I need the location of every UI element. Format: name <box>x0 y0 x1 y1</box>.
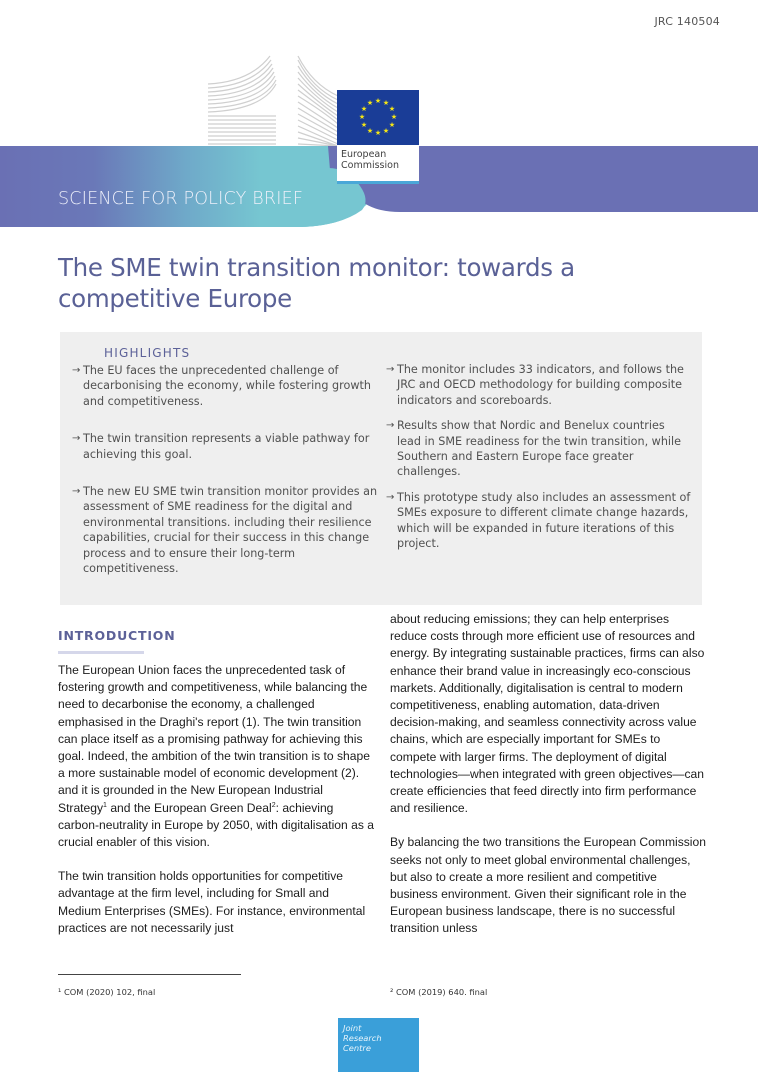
highlight-item <box>72 484 382 576</box>
paragraph: about reducing emissions; they can help enterprises reduce costs through more efficient use of resources and energy. By integrating sustainable practices, firms can also enhance their brand value in increasingly eco-conscious markets. Additionally, digitalisation is central to modern competitiveness, enabling automation, data-driven decision-making, and seamless connectivity across value chains, which are especially important for SMEs to compete with larger firms. The deployment of digital technologies—when integrated with green objectives—can create efficiencies that feed directly into firm performance and resilience. <box>390 612 705 816</box>
highlight-text: The twin transition represents a viable pathway for achieving this goal. <box>83 432 370 461</box>
paragraph: The twin transition holds opportunities for competitive advantage at the firm level, including for Small and Medium Enterprises (SMEs). For instance, environmental practices are not necessarily just <box>58 869 366 935</box>
logo-wordmark <box>337 145 419 184</box>
highlight-item <box>386 418 692 480</box>
svg-text:★: ★ <box>366 100 374 107</box>
svg-text:★: ★ <box>388 106 396 113</box>
document-reference: JRC 140504 <box>654 15 720 28</box>
footnote-1: ¹ COM (2020) 102, final <box>58 987 156 997</box>
jrc-logo <box>338 1018 419 1072</box>
highlight-item <box>386 362 692 408</box>
highlights-box <box>60 332 702 605</box>
svg-text:★: ★ <box>390 114 398 121</box>
highlight-item <box>386 490 692 552</box>
paragraph: By balancing the two transitions the European Commission seeks not only to meet global environmental challenges, but also to create a more resilient and competitive business environment. Given their significant role in the European business landscape, there is no successful transition unless <box>390 835 706 936</box>
jrc-logo-line-3: Centre <box>343 1043 371 1054</box>
footnote-divider <box>58 974 241 975</box>
logo-line-2: Commission <box>341 160 399 171</box>
svg-text:★: ★ <box>366 128 374 135</box>
highlight-text: The new EU SME twin transition monitor provides an assessment of SME readiness for the digital and environmental transitions. including their resilience capabilities, crucial for their success in this change process and to ensure their long-term competitiveness. <box>83 485 378 576</box>
highlight-text: The monitor includes 33 indicators, and follows the JRC and OECD methodology for building composite indicators and scoreboards. <box>397 363 684 407</box>
paragraph: The European Union faces the unprecedented task of fostering growth and competitiveness, while balancing the need to decarbonise the economy, a challenged emphasised in the Draghi's report (1). The twin transition can place itself as a promising pathway for achieving this goal. Indeed, the ambition of the twin transition is to shape a more sustainable model of economic development (2). and it is grounded in the New European Industrial Strategy$^1$ and the European Green Deal$^2$: achieving carbon-neutrality in Europe by 2050, with digitalisation as a crucial enabler of this vision. <box>58 663 374 850</box>
highlight-item <box>72 363 382 409</box>
svg-text:★: ★ <box>388 122 396 129</box>
highlights-left-column <box>72 363 382 576</box>
eu-flag-icon <box>337 90 419 145</box>
arrow-right-icon: → <box>72 433 81 445</box>
arrow-right-icon: → <box>72 486 81 498</box>
highlight-text: This prototype study also includes an assessment of SMEs exposure to different climate change hazards, which will be expanded in future iterations of this project. <box>397 490 691 551</box>
footnote-2: ² COM (2019) 640. final <box>390 987 488 997</box>
arrow-right-icon: → <box>386 364 395 375</box>
header-banner <box>0 0 758 240</box>
page-title: The SME twin transition monitor: towards a competitive Europe <box>58 253 575 313</box>
jrc-logo-line-2: Research <box>343 1033 382 1044</box>
body-column-right <box>390 611 706 955</box>
logo-accent-bar <box>337 180 419 184</box>
european-commission-logo <box>337 90 419 184</box>
berlaymont-building-icon <box>208 56 338 146</box>
arrow-right-icon: → <box>386 491 395 503</box>
highlights-heading: HIGHLIGHTS <box>104 346 191 360</box>
svg-text:★: ★ <box>382 128 390 135</box>
highlight-text: The EU faces the unprecedented challenge of decarbonising the economy, while fostering growth and competitiveness. <box>83 364 371 408</box>
section-heading-introduction: INTRODUCTION <box>58 628 176 643</box>
series-label: SCIENCE FOR POLICY BRIEF <box>58 189 304 209</box>
svg-text:★: ★ <box>374 98 382 105</box>
footnote-ref-2[interactable]: 2 <box>271 801 276 809</box>
svg-text:★: ★ <box>360 106 368 113</box>
footnote-ref-1[interactable]: 1 <box>103 801 107 809</box>
highlight-item <box>72 431 382 462</box>
jrc-logo-line-1: Joint <box>343 1023 362 1033</box>
svg-text:★: ★ <box>382 100 390 107</box>
svg-text:★: ★ <box>374 130 382 137</box>
arrow-right-icon: → <box>386 420 395 432</box>
arrow-right-icon: → <box>72 365 81 376</box>
highlight-text: Results show that Nordic and Benelux countries lead in SME readiness for the twin transition, while Southern and Eastern Europe face greater challenges. <box>397 419 682 479</box>
svg-text:★: ★ <box>360 122 368 129</box>
body-column-left <box>58 662 374 954</box>
highlights-right-column <box>386 362 692 561</box>
section-underline <box>58 651 144 654</box>
logo-line-1: European <box>341 149 387 160</box>
svg-text:★: ★ <box>358 114 366 121</box>
